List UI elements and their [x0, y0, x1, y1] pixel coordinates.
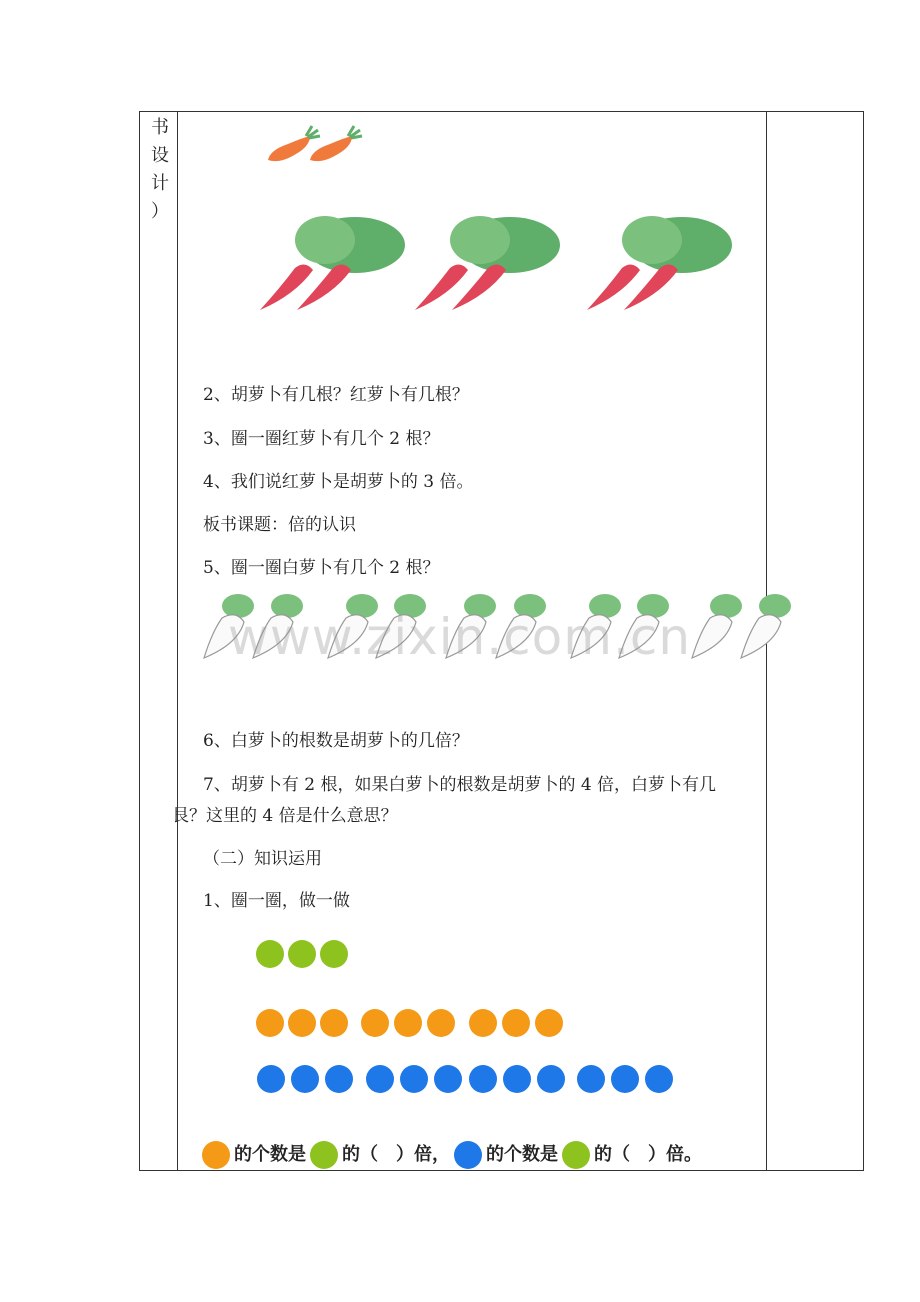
side-label-char: 书	[151, 117, 169, 138]
answer-sentence	[198, 1140, 702, 1169]
blue-dot-icon	[577, 1065, 605, 1093]
side-label-char: 计	[151, 173, 169, 194]
blue-dot-icon	[454, 1141, 482, 1169]
answer-text-4: 的（ ）倍。	[594, 1144, 702, 1165]
column-divider-left	[177, 112, 178, 1170]
orange-dot-icon	[202, 1141, 230, 1169]
orange-dot-icon	[361, 1009, 389, 1037]
question-2: 2、胡萝卜有几根？红萝卜有几根？	[203, 385, 469, 405]
blue-dot-icon	[366, 1065, 394, 1093]
question-7-line-2: 艮？这里的 4 倍是什么意思？	[172, 806, 398, 826]
orange-dot-icon	[394, 1009, 422, 1037]
question-6: 6、白萝卜的根数是胡萝卜的几倍？	[203, 731, 469, 751]
orange-dot-icon	[469, 1009, 497, 1037]
green-dot-icon	[562, 1141, 590, 1169]
question-4: 4、我们说红萝卜是胡萝卜的 3 倍。	[203, 472, 474, 492]
blue-dot-icon	[503, 1065, 531, 1093]
side-label	[148, 114, 172, 226]
orange-dot-icon	[256, 1009, 284, 1037]
red-radish-group-icon	[582, 210, 737, 314]
answer-text-2: 的（ ）倍，	[342, 1144, 450, 1165]
board-topic: 板书课题：倍的认识	[203, 515, 356, 535]
blue-dot-icon	[325, 1065, 353, 1093]
side-label-char: 设	[151, 145, 169, 166]
blue-dot-icon	[645, 1065, 673, 1093]
orange-dot-icon	[427, 1009, 455, 1037]
orange-dot-icon	[320, 1009, 348, 1037]
white-radish-icon	[735, 592, 795, 662]
exercise-1: 1、圈一圈，做一做	[203, 891, 350, 911]
section-heading: （二）知识运用	[203, 849, 322, 869]
green-dot-icon	[310, 1141, 338, 1169]
blue-dot-icon	[257, 1065, 285, 1093]
blue-dot-icon	[400, 1065, 428, 1093]
blue-dot-icon	[291, 1065, 319, 1093]
red-radish-group-icon	[410, 210, 565, 314]
question-3: 3、圈一圈红萝卜有几个 2 根？	[203, 429, 440, 449]
orange-dot-icon	[288, 1009, 316, 1037]
blue-dot-icon	[537, 1065, 565, 1093]
answer-text-1: 的个数是	[234, 1144, 306, 1165]
green-dot-icon	[288, 940, 316, 968]
orange-dot-icon	[535, 1009, 563, 1037]
blue-dot-icon	[469, 1065, 497, 1093]
question-7-line-1: 7、胡萝卜有 2 根，如果白萝卜的根数是胡萝卜的 4 倍，白萝卜有几	[203, 775, 717, 795]
side-label-char: ）	[151, 201, 169, 222]
blue-dot-icon	[434, 1065, 462, 1093]
red-radish-group-icon	[255, 210, 410, 314]
question-5: 5、圈一圈白萝卜有几个 2 根？	[203, 558, 440, 578]
carrot-icon	[266, 124, 366, 168]
answer-text-3: 的个数是	[486, 1144, 558, 1165]
blue-dot-icon	[611, 1065, 639, 1093]
green-dot-icon	[256, 940, 284, 968]
watermark: www.zixin.com.cn	[228, 608, 692, 666]
orange-dot-icon	[502, 1009, 530, 1037]
green-dot-icon	[320, 940, 348, 968]
